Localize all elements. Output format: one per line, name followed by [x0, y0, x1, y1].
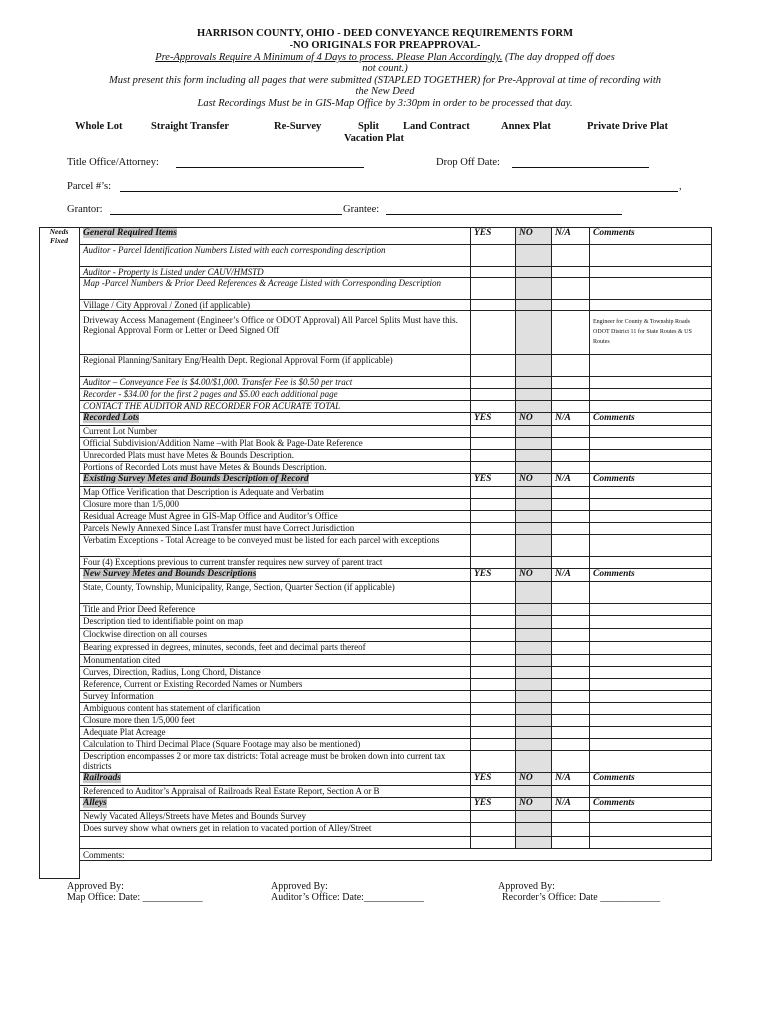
table-row — [80, 751, 712, 773]
comment-cell[interactable] — [590, 267, 712, 278]
comment-cell[interactable] — [590, 377, 712, 389]
yes-header: YES — [471, 569, 516, 582]
yes-cell[interactable] — [471, 679, 516, 691]
item-text: Current Lot Number — [80, 426, 471, 438]
type-private-drive-plat[interactable]: Private Drive Plat — [587, 121, 669, 132]
table-row — [80, 786, 712, 798]
yes-cell[interactable] — [471, 582, 516, 604]
section-title: Railroads — [80, 773, 471, 786]
no-cell[interactable] — [516, 438, 552, 450]
table-row — [80, 450, 712, 462]
form-subtitle: -NO ORIGINALS FOR PREAPPROVAL- — [289, 40, 481, 51]
item-text: Portions of Recorded Lots must have Metes & Bounds Description. — [80, 462, 471, 474]
title-office-label: Title Office/Attorney: — [67, 157, 159, 168]
no-cell[interactable] — [516, 604, 552, 616]
section-header-general — [80, 228, 712, 245]
table-row — [80, 355, 712, 377]
na-cell[interactable] — [552, 438, 590, 450]
item-text: Official Subdivision/Addition Name –with Plat Book & Page-Date Reference — [80, 438, 471, 450]
no-cell[interactable] — [516, 667, 552, 679]
item-text: Referenced to Auditor’s Appraisal of Railroads Real Estate Report, Section A or B — [80, 786, 471, 798]
na-cell[interactable] — [552, 751, 590, 773]
table-row — [80, 667, 712, 679]
na-cell[interactable] — [552, 667, 590, 679]
comment-cell[interactable] — [590, 450, 712, 462]
comment-cell[interactable] — [590, 355, 712, 377]
no-header: NO — [516, 773, 552, 786]
table-row — [80, 604, 712, 616]
table-row — [80, 300, 712, 311]
comments-label: Comments: — [83, 850, 125, 860]
no-cell[interactable] — [516, 523, 552, 535]
item-text: Monumentation cited — [80, 655, 471, 667]
item-text: Residual Acreage Must Agree in GIS-Map Office and Auditor’s Office — [80, 511, 471, 523]
na-cell[interactable] — [552, 426, 590, 438]
item-text: Ambiguous content has statement of clarification — [80, 703, 471, 715]
yes-cell[interactable] — [471, 450, 516, 462]
comment-cell[interactable] — [590, 499, 712, 511]
yes-cell[interactable] — [471, 655, 516, 667]
map-approved-by: Approved By: — [67, 881, 124, 892]
yes-cell[interactable] — [471, 300, 516, 311]
no-cell[interactable] — [516, 511, 552, 523]
type-whole-lot[interactable]: Whole Lot — [75, 121, 123, 132]
comments-header: Comments — [590, 773, 712, 786]
yes-cell[interactable] — [471, 667, 516, 679]
na-cell[interactable] — [552, 582, 590, 604]
item-text: Clockwise direction on all courses — [80, 629, 471, 642]
recorder-approved-by: Approved By: — [498, 881, 555, 892]
section-header-railroads — [80, 773, 712, 786]
table-row — [80, 557, 712, 569]
item-text: Four (4) Exceptions previous to current transfer requires new survey of parent tract — [80, 557, 471, 569]
type-straight-transfer[interactable]: Straight Transfer — [151, 121, 230, 132]
type-annex-plat[interactable]: Annex Plat — [501, 121, 551, 132]
yes-cell[interactable] — [471, 703, 516, 715]
requirements-table — [79, 227, 712, 861]
na-cell[interactable] — [552, 739, 590, 751]
comment-cell[interactable] — [590, 604, 712, 616]
type-land-contract[interactable]: Land Contract — [403, 121, 470, 132]
item-text: Parcels Newly Annexed Since Last Transfer must have Correct Jurisdiction — [80, 523, 471, 535]
preapproval-notice-2: not count.) — [362, 63, 408, 74]
no-cell[interactable] — [516, 377, 552, 389]
no-cell[interactable] — [516, 691, 552, 703]
table-row — [80, 511, 712, 523]
na-cell[interactable] — [552, 629, 590, 642]
comments-header: Comments — [590, 413, 712, 426]
na-cell[interactable] — [552, 655, 590, 667]
no-cell[interactable] — [516, 267, 552, 278]
section-title: Recorded Lots — [80, 413, 471, 426]
yes-cell[interactable] — [471, 837, 516, 849]
comment-cell[interactable] — [590, 642, 712, 655]
preapproval-notice: Pre-Approvals Require A Minimum of 4 Days to process. Please Plan Accordingly. (The day dropped off does — [155, 52, 615, 63]
comment-cell[interactable] — [590, 715, 712, 727]
yes-header: YES — [471, 413, 516, 426]
item-text: Regional Planning/Sanitary Eng/Health Dept. Regional Approval Form (if applicable) — [80, 355, 471, 377]
no-cell[interactable] — [516, 751, 552, 773]
comment-cell[interactable] — [590, 786, 712, 798]
comment-cell[interactable] — [590, 300, 712, 311]
section-title: Alleys — [80, 798, 471, 811]
must-present-notice: Must present this form including all pages that were submitted (STAPLED TOGETHER) for Pre-Approval at time of recording with — [109, 75, 661, 86]
table-row — [80, 703, 712, 715]
item-text: Map Office Verification that Description is Adequate and Verbatim — [80, 487, 471, 499]
no-cell[interactable] — [516, 823, 552, 837]
comment-cell[interactable] — [590, 523, 712, 535]
na-cell[interactable] — [552, 401, 590, 413]
na-cell[interactable] — [552, 355, 590, 377]
na-cell[interactable] — [552, 523, 590, 535]
comments-header: Comments — [590, 569, 712, 582]
no-cell[interactable] — [516, 278, 552, 300]
comment-cell[interactable] — [590, 438, 712, 450]
na-cell[interactable] — [552, 604, 590, 616]
yes-cell[interactable] — [471, 751, 516, 773]
na-cell[interactable] — [552, 267, 590, 278]
comments-row — [80, 849, 712, 861]
yes-cell[interactable] — [471, 487, 516, 499]
no-cell[interactable] — [516, 739, 552, 751]
item-text: Title and Prior Deed Reference — [80, 604, 471, 616]
yes-cell[interactable] — [471, 811, 516, 823]
table-row — [80, 245, 712, 267]
na-cell[interactable] — [552, 377, 590, 389]
no-header: NO — [516, 569, 552, 582]
comment-cell[interactable] — [590, 739, 712, 751]
na-cell[interactable] — [552, 511, 590, 523]
yes-header: YES — [471, 773, 516, 786]
no-cell[interactable] — [516, 655, 552, 667]
na-cell[interactable] — [552, 245, 590, 267]
comment-cell[interactable] — [590, 727, 712, 739]
section-title: General Required Items — [80, 228, 471, 245]
table-row — [80, 616, 712, 629]
grantor-label: Grantor: — [67, 204, 103, 215]
yes-cell[interactable] — [471, 715, 516, 727]
yes-cell[interactable] — [471, 604, 516, 616]
yes-cell[interactable] — [471, 245, 516, 267]
no-cell[interactable] — [516, 311, 552, 355]
yes-header: YES — [471, 474, 516, 487]
parcel-label: Parcel #’s: — [67, 181, 112, 192]
no-cell[interactable] — [516, 499, 552, 511]
no-header: NO — [516, 413, 552, 426]
table-row — [80, 535, 712, 557]
comment-cell[interactable] — [590, 691, 712, 703]
table-row — [80, 691, 712, 703]
na-cell[interactable] — [552, 786, 590, 798]
needs-fixed-header: Needs Fixed — [49, 227, 69, 245]
drop-off-field[interactable] — [512, 167, 649, 168]
section-header-existing — [80, 474, 712, 487]
table-row — [80, 739, 712, 751]
na-cell[interactable] — [552, 616, 590, 629]
yes-cell[interactable] — [471, 691, 516, 703]
table-row — [80, 278, 712, 300]
na-cell[interactable] — [552, 311, 590, 355]
no-cell[interactable] — [516, 679, 552, 691]
na-cell[interactable] — [552, 691, 590, 703]
yes-cell[interactable] — [471, 727, 516, 739]
grantee-field[interactable] — [386, 214, 622, 215]
yes-cell[interactable] — [471, 535, 516, 557]
na-cell[interactable] — [552, 715, 590, 727]
comment-cell[interactable] — [590, 667, 712, 679]
auditor-office-date[interactable]: Auditor’s Office: Date:____________ — [271, 892, 424, 903]
table-row — [80, 837, 712, 849]
item-text: Curves, Direction, Radius, Long Chord, Distance — [80, 667, 471, 679]
yes-cell[interactable] — [471, 786, 516, 798]
item-text: Closure more than 1/5,000 — [80, 499, 471, 511]
yes-cell[interactable] — [471, 355, 516, 377]
conveyance-types — [0, 121, 770, 151]
no-cell[interactable] — [516, 300, 552, 311]
no-cell[interactable] — [516, 616, 552, 629]
na-cell[interactable] — [552, 487, 590, 499]
no-cell[interactable] — [516, 715, 552, 727]
table-row — [80, 377, 712, 389]
na-cell[interactable] — [552, 727, 590, 739]
yes-cell[interactable] — [471, 523, 516, 535]
comment-cell[interactable] — [590, 401, 712, 413]
na-cell[interactable] — [552, 300, 590, 311]
item-text: Closure more then 1/5,000 feet — [80, 715, 471, 727]
must-present-notice-2: the New Deed — [355, 86, 415, 97]
item-text: Auditor – Conveyance Fee is $4.00/$1,000. Transfer Fee is $0.50 per tract — [80, 377, 471, 389]
no-cell[interactable] — [516, 401, 552, 413]
item-text: Verbatim Exceptions - Total Acreage to be conveyed must be listed for each parcel with exceptions — [80, 535, 471, 557]
na-cell[interactable] — [552, 278, 590, 300]
na-cell[interactable] — [552, 499, 590, 511]
type-vacation-plat[interactable]: Vacation Plat — [344, 133, 404, 144]
comment-cell[interactable] — [590, 751, 712, 773]
table-row — [80, 499, 712, 511]
yes-cell[interactable] — [471, 629, 516, 642]
table-row — [80, 679, 712, 691]
table-row — [80, 389, 712, 401]
item-text: Auditor - Parcel Identification Numbers Listed with each corresponding description — [80, 245, 471, 267]
item-text: Description tied to identifiable point on map — [80, 616, 471, 629]
auditor-approved-by: Approved By: — [271, 881, 328, 892]
yes-cell[interactable] — [471, 278, 516, 300]
yes-header: YES — [471, 798, 516, 811]
na-header: N/A — [552, 798, 590, 811]
yes-cell[interactable] — [471, 389, 516, 401]
table-row — [80, 727, 712, 739]
no-cell[interactable] — [516, 535, 552, 557]
no-cell[interactable] — [516, 355, 552, 377]
form-title: HARRISON COUNTY, OHIO - DEED CONVEYANCE REQUIREMENTS FORM — [196, 28, 574, 39]
table-row — [80, 642, 712, 655]
na-cell[interactable] — [552, 642, 590, 655]
table-row — [80, 487, 712, 499]
item-text: Map -Parcel Numbers & Prior Deed References & Acreage Listed with Corresponding Description — [80, 278, 471, 300]
item-text: Recorder - $34.00 for the first 2 pages and $5.00 each additional page — [80, 389, 471, 401]
yes-cell[interactable] — [471, 426, 516, 438]
table-row — [80, 462, 712, 474]
na-cell[interactable] — [552, 389, 590, 401]
yes-cell[interactable] — [471, 511, 516, 523]
item-text: Auditor - Property is Listed under CAUV/HMSTD — [80, 267, 471, 278]
yes-cell[interactable] — [471, 642, 516, 655]
comment-cell[interactable] — [590, 811, 712, 823]
yes-cell[interactable] — [471, 267, 516, 278]
comment-cell[interactable] — [590, 703, 712, 715]
na-cell[interactable] — [552, 450, 590, 462]
item-text: Description encompasses 2 or more tax districts: Total acreage must be broken down into current tax districts — [80, 751, 471, 773]
na-header: N/A — [552, 228, 590, 245]
yes-cell[interactable] — [471, 438, 516, 450]
na-header: N/A — [552, 474, 590, 487]
title-office-field[interactable] — [176, 167, 364, 168]
section-header-alleys — [80, 798, 712, 811]
item-text: Adequate Plat Acreage — [80, 727, 471, 739]
grantor-field[interactable] — [110, 214, 342, 215]
comments-header: Comments — [590, 228, 712, 245]
table-row — [80, 655, 712, 667]
no-cell[interactable] — [516, 837, 552, 849]
table-row — [80, 811, 712, 823]
item-text: State, County, Township, Municipality, Range, Section, Quarter Section (if applicable) — [80, 582, 471, 604]
no-cell[interactable] — [516, 629, 552, 642]
comment-cell[interactable] — [590, 629, 712, 642]
grantee-label: Grantee: — [343, 204, 380, 215]
item-text: Calculation to Third Decimal Place (Square Footage may also be mentioned) — [80, 739, 471, 751]
no-header: NO — [516, 474, 552, 487]
yes-cell[interactable] — [471, 311, 516, 355]
comment-cell[interactable] — [590, 487, 712, 499]
na-cell[interactable] — [552, 535, 590, 557]
comments-header: Comments — [590, 474, 712, 487]
no-cell[interactable] — [516, 582, 552, 604]
no-cell[interactable] — [516, 389, 552, 401]
comment-cell[interactable] — [590, 389, 712, 401]
recorder-office-date[interactable]: Recorder’s Office: Date ____________ — [502, 892, 661, 903]
comment-cell[interactable] — [590, 245, 712, 267]
no-cell[interactable] — [516, 557, 552, 569]
drop-off-label: Drop Off Date: — [436, 157, 500, 168]
item-text: Driveway Access Management (Engineer’s Office or ODOT Approval) All Parcel Splits Must have this. Regional Approval Form or Letter or Deed Signed Off — [80, 311, 471, 355]
comment-cell[interactable] — [590, 582, 712, 604]
na-cell[interactable] — [552, 462, 590, 474]
table-row — [80, 267, 712, 278]
section-title: Existing Survey Metes and Bounds Description of Record — [80, 474, 471, 487]
table-row — [80, 715, 712, 727]
table-row — [80, 523, 712, 535]
table-row — [80, 582, 712, 604]
yes-cell[interactable] — [471, 499, 516, 511]
yes-cell[interactable] — [471, 377, 516, 389]
comment-cell[interactable] — [590, 655, 712, 667]
section-header-new-survey — [80, 569, 712, 582]
comment-cell[interactable]: Engineer for County & Township Roads ODOT District 11 for State Routes & US Routes — [590, 311, 712, 355]
section-header-recorded — [80, 413, 712, 426]
item-text: Unrecorded Plats must have Metes & Bounds Description. — [80, 450, 471, 462]
comment-cell[interactable] — [590, 278, 712, 300]
comments-field[interactable] — [80, 849, 712, 861]
table-row — [80, 401, 712, 413]
no-cell[interactable] — [516, 487, 552, 499]
yes-cell[interactable] — [471, 401, 516, 413]
last-recordings-notice: Last Recordings Must be in GIS-Map Office by 3:30pm in order to be processed that day. — [197, 98, 573, 109]
na-cell[interactable] — [552, 557, 590, 569]
type-re-survey[interactable]: Re-Survey — [274, 121, 322, 132]
map-office-date[interactable]: Map Office: Date: ____________ — [67, 892, 203, 903]
table-row — [80, 311, 712, 355]
no-cell[interactable] — [516, 245, 552, 267]
na-cell[interactable] — [552, 823, 590, 837]
needs-fixed-column — [39, 227, 80, 879]
comment-cell[interactable] — [590, 557, 712, 569]
no-header: NO — [516, 228, 552, 245]
table-row — [80, 426, 712, 438]
item-text: Bearing expressed in degrees, minutes, seconds, feet and decimal parts thereof — [80, 642, 471, 655]
yes-cell[interactable] — [471, 823, 516, 837]
item-text: CONTACT THE AUDITOR AND RECORDER FOR ACURATE TOTAL — [80, 401, 471, 413]
na-cell[interactable] — [552, 811, 590, 823]
item-text — [80, 837, 471, 849]
no-cell[interactable] — [516, 426, 552, 438]
yes-cell[interactable] — [471, 557, 516, 569]
comment-cell[interactable] — [590, 511, 712, 523]
item-text: Does survey show what owners get in relation to vacated portion of Alley/Street — [80, 823, 471, 837]
yes-header: YES — [471, 228, 516, 245]
table-row — [80, 823, 712, 837]
yes-cell[interactable] — [471, 462, 516, 474]
parcel-end-comma: , — [679, 181, 682, 192]
comments-header: Comments — [590, 798, 712, 811]
na-header: N/A — [552, 413, 590, 426]
no-cell[interactable] — [516, 642, 552, 655]
table-row — [80, 438, 712, 450]
comment-cell[interactable] — [590, 837, 712, 849]
comment-cell[interactable] — [590, 679, 712, 691]
item-text: Village / City Approval / Zoned (if applicable) — [80, 300, 471, 311]
comment-cell[interactable] — [590, 462, 712, 474]
na-cell[interactable] — [552, 837, 590, 849]
comment-cell[interactable] — [590, 426, 712, 438]
section-title: New Survey Metes and Bounds Descriptions — [80, 569, 471, 582]
no-cell[interactable] — [516, 727, 552, 739]
table-row — [80, 629, 712, 642]
item-text: Survey Information — [80, 691, 471, 703]
no-cell[interactable] — [516, 786, 552, 798]
item-text: Newly Vacated Alleys/Streets have Metes and Bounds Survey — [80, 811, 471, 823]
no-cell[interactable] — [516, 462, 552, 474]
comment-cell[interactable] — [590, 535, 712, 557]
comment-cell[interactable] — [590, 616, 712, 629]
na-cell[interactable] — [552, 703, 590, 715]
type-split[interactable]: Split — [358, 121, 380, 132]
comment-cell[interactable] — [590, 823, 712, 837]
no-header: NO — [516, 798, 552, 811]
parcel-field[interactable] — [120, 191, 678, 192]
no-cell[interactable] — [516, 811, 552, 823]
na-header: N/A — [552, 773, 590, 786]
no-cell[interactable] — [516, 703, 552, 715]
item-text: Reference, Current or Existing Recorded Names or Numbers — [80, 679, 471, 691]
no-cell[interactable] — [516, 450, 552, 462]
yes-cell[interactable] — [471, 739, 516, 751]
na-cell[interactable] — [552, 679, 590, 691]
yes-cell[interactable] — [471, 616, 516, 629]
na-header: N/A — [552, 569, 590, 582]
